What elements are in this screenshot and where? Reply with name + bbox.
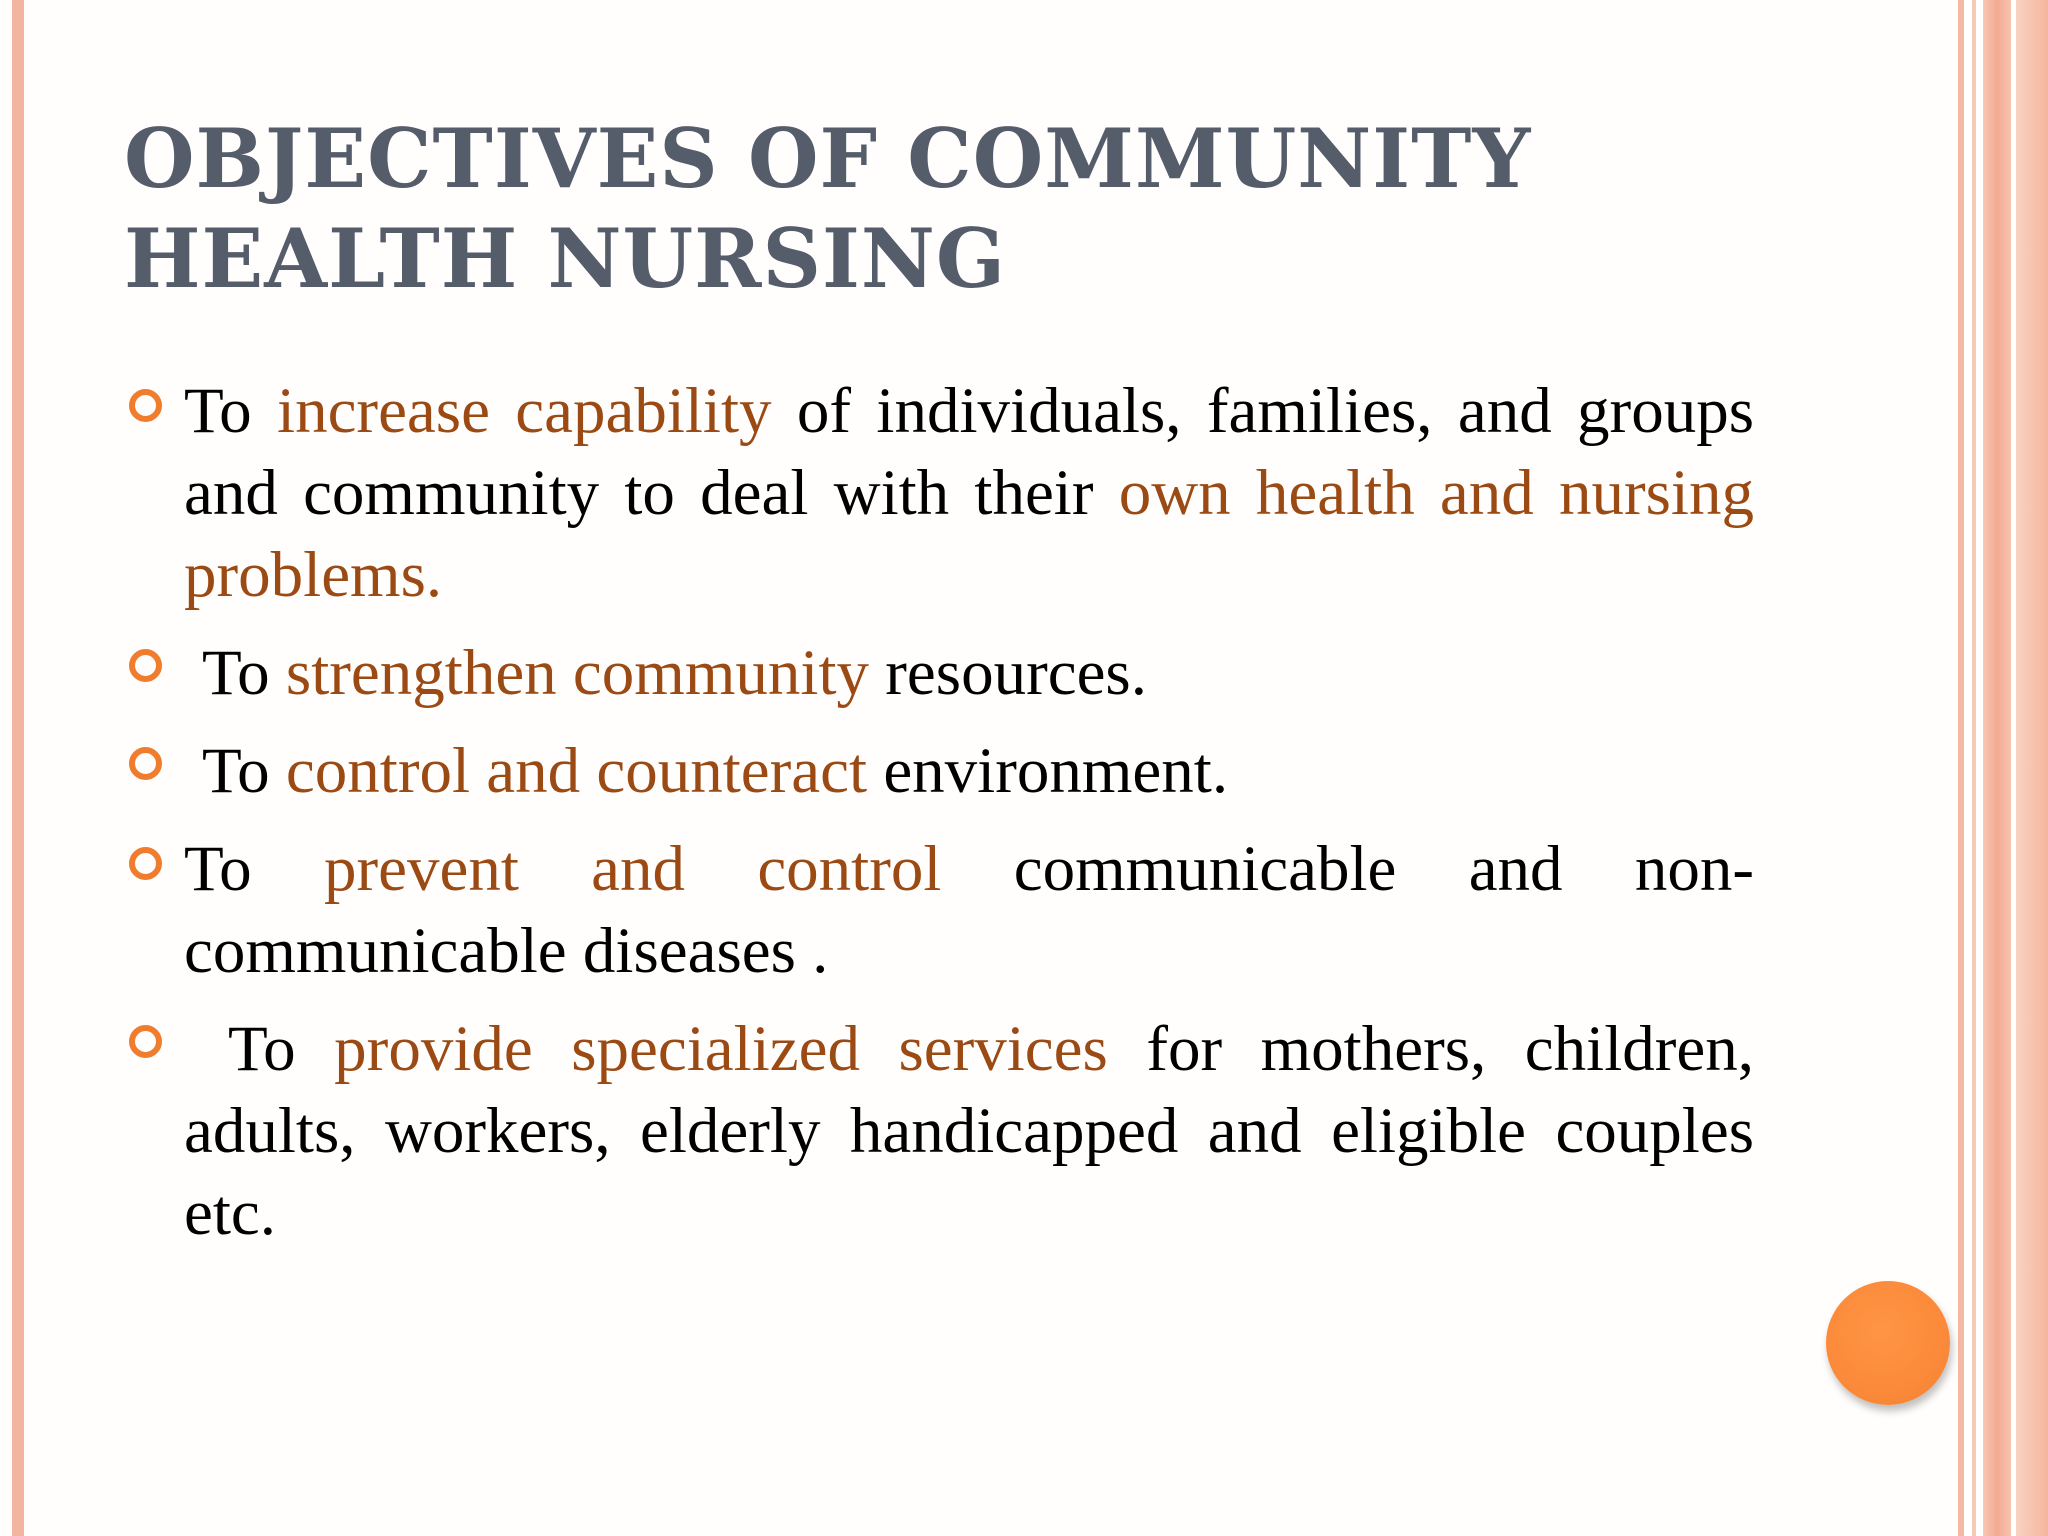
bullet-item xyxy=(124,1008,1754,1254)
bullet-item xyxy=(124,370,1754,616)
bullet-text-pre: To xyxy=(228,1013,335,1085)
left-accent-bar xyxy=(12,0,24,1536)
hollow-circle-bullet-icon xyxy=(129,847,162,880)
title-line-1: OBJECTIVES OF COMMUNITY xyxy=(124,112,1532,207)
bullet-text-post: of individuals, families, and groups and community to deal with their xyxy=(184,375,1754,529)
bullet-item xyxy=(124,730,1754,812)
bullet-highlight: control and counteract xyxy=(285,735,868,807)
right-decor-band xyxy=(2016,0,2048,1536)
bullet-highlight: provide specialized services xyxy=(334,1013,1108,1085)
right-decor-line xyxy=(1958,0,1964,1536)
bullet-text-pre: To xyxy=(202,637,286,709)
bullet-text-post: resources. xyxy=(869,637,1147,709)
bullet-highlight: strengthen community xyxy=(285,637,870,709)
bullet-text-post: for mothers, children, adults, workers, elderly handicapped and eligible couples etc. xyxy=(184,1013,1754,1249)
bullet-highlight: prevent and control xyxy=(323,833,942,905)
bullet-text-pre: To xyxy=(184,833,324,905)
hollow-circle-bullet-icon xyxy=(129,649,162,682)
bullet-item xyxy=(124,632,1754,714)
orange-circle-icon xyxy=(1826,1281,1950,1405)
bullet-text-pre: To xyxy=(184,375,278,447)
bullet-text-pre: To xyxy=(202,735,286,807)
right-decor-band xyxy=(1983,0,2011,1536)
bullet-item xyxy=(124,828,1754,992)
title-line-2: HEALTH NURSING xyxy=(124,212,1007,307)
bullet-text-post: environment. xyxy=(867,735,1229,807)
bullet-list xyxy=(124,370,1754,1254)
hollow-circle-bullet-icon xyxy=(129,1025,162,1058)
bullet-text-post: communicable and non-communicable diseases . xyxy=(184,833,1754,987)
right-decor-line xyxy=(1972,0,1976,1536)
bullet-highlight-2: own health and nursing problems. xyxy=(184,457,1754,611)
hollow-circle-bullet-icon xyxy=(129,389,162,422)
slide-title xyxy=(124,110,1744,310)
hollow-circle-bullet-icon xyxy=(129,747,162,780)
bullet-highlight: increase capability xyxy=(277,375,772,447)
